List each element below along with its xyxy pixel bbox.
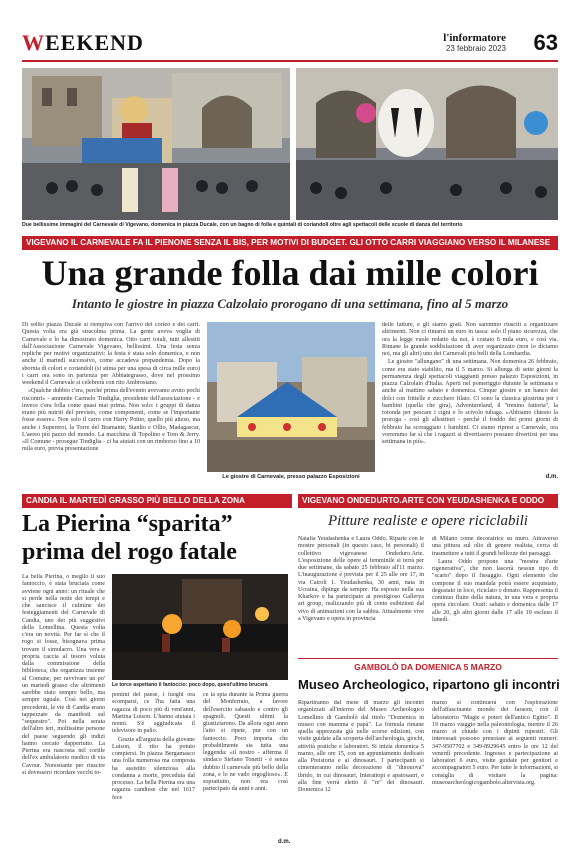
- carnival-photo-right: [296, 68, 558, 220]
- article2-kicker: CANDIA IL MARTEDÌ GRASSO PIÙ BELLO DELLA ZONA: [22, 494, 292, 508]
- article4-top-rule: [298, 658, 558, 659]
- article1-kicker: VIGEVANO IL CARNEVALE FA IL PIENONE SENZA IL BIS, PER MOTIVI DI BUDGET. GLI OTTO CARRI VIAGGIANO VERSO IL MILANESE: [22, 236, 558, 250]
- article3-col1-p1: Natalia Yeudashenka e Laura Oddo. Riparte con le mostre personali (in questo caso, bi personali) il collettivo vigevanese Ondeduro.Arte. L'esposizione delle opere al femminile si terrà per due settimane, da sabato 25 febbraio all'11 marzo. L'inaugurazione è prevista per il 25 alle ore 17, in via Cairoli 1. Yeudashenka, 30 anni, nata in Ucraina, dipinge da sempre. Ha esposto nella sua Kharkov e ha partecipato ai prestigioso Gallerya art group, realizzando più di cento esibizioni dal vivo di animazioni con la sabbia. Attualmente vive a Vigevano e opera in provincia: [298, 536, 424, 622]
- section-title-rest: EEKEND: [45, 30, 144, 55]
- article4-headline: Museo Archeologico, ripartono gli incontri: [298, 677, 560, 692]
- article3-col2-p1: di Milano come decoratrice su muro. Attraverso una pittura sul olio di genere realista, cerca di trasmettere a tutti il grandi bellezze dei paesaggi.: [432, 536, 558, 557]
- article1-col3-p2: Le giostre "allungano" di una settimana. Non domenica 26 febbraio, come era stato stabilito, ma il 5 marzo. Si allunga di sette giorni la permanenza degli spettacoli viaggianti presso palazzo Esposizioni, in piazza Calzolaio d'Italia. Aperti nel pomeriggio durante la settimana e anche al mattino sabato e domenica. Cinque giostre e un banco dei dolci con frittelle e zucchero filato. Ci sono la classica giostrina per i bambini (quella che gira), Adventureland, il "trenino fattoria", la rotonda per pescare i cigni e lo scivolo tubaga. «Abbiamo chiesto la proroga - così gli allestitori - perché il freddo dei primi giorni di febbraio ha scoraggiato i bambini. Ci siamo ripresi a Carnevale, ora vorremmo far sì che i ragazzi si divertissero possano divertirsi per una settimana in più».: [382, 359, 558, 445]
- article2-signature: d.m.: [278, 839, 291, 845]
- issue-date: 23 febbraio 2023: [445, 44, 506, 53]
- masthead: [22, 30, 558, 58]
- carousel-photo-caption: Le giostre di Carnevale, presso palazzo Esposizioni: [222, 474, 360, 480]
- article2-col2-p2: Grazie all'arguzia della giovane Luison, il rito ha potuto compiersi. In piazza Bergamasco una folla numerosa ma composta ha assistito silenziosa alla condanna a morte, preceduta dal processo. La bella Pierina era una ragazza candiese che nel 1617 fece: [112, 736, 195, 801]
- article3-headline: Pitture realiste e opere riciclabili: [328, 513, 528, 529]
- article2-col2-p1: ponimi del paese, i luoghi ora scomparsi, ce l'ha fatta una ragazza di poco più di vent'anni, Martina Luison. L'hanno aiutata i nonni. S'è aggiudicata il televisore in palio.: [112, 692, 195, 735]
- article1-col3-p1: delle fatture, e gli siamo grati. Non saremmo riusciti a organizzare altrimenti. Non ci rimarrà un euro in tasca: solo il piano sicurezza, che ora la legge vuole redatto da noi, è costato 6 mila euro, e così via. Rimane la grande soddisfazione di aver organizzato (non lo diciamo noi, ma gli altri) uno dei Carnevali più belli della Lombardia.: [382, 322, 558, 357]
- article4-col1-p1: Ripartiranno dal mese di marzo gli incontri organizzati all'interno del Museo Archeologico Lomellino di Gambolò dal titolo "Domenica in museo con mamma e papà". La formula rimane quella apprezzata già nelle scorse edizioni, con visite guidate alla scoperta dell'archeologia, giochi, attività pratiche e laboratori. Si inizia domenica 5 marzo, alle ore 15, con un appuntamento dedicato alla Preistoria e ai dinosauri. I partecipanti si cimenteranno nella decorazione di "dinouova" ibrido, in cui dinosauri, Interattopi e apatosauri, e alla fine verrà eletto il "re" dei dinosauri. Domenica 12: [298, 700, 424, 793]
- article1-signature: d.m.: [545, 474, 558, 480]
- article4-column-2: [432, 700, 558, 846]
- top-photos-caption: Due bellissime immagini del Carnevale di Vigevano, domenica in piazza Ducale, con un bagno di folla e quintali di coriandoli oltre agli spettacoli delle scuole di danza del territorio: [22, 222, 463, 228]
- page-number: 63: [533, 30, 558, 55]
- article4-kicker: GAMBOLÒ DA DOMENICA 5 MARZO: [354, 662, 502, 672]
- article1-column-1: [22, 322, 200, 484]
- newspaper-name: l'informatore: [443, 32, 506, 44]
- article1-column-3: [382, 322, 558, 482]
- article2-headline-line2: prima del rogo fatale: [22, 539, 237, 565]
- article2-col3-p1: ce la spia durante la Prima guerra del Monferrato, a favore dell'esercito sabaudo e contro gli spagnoli. Questi ultimi la giustiziarono. Da allora ogni anno l'atto si ripete, pur con un fantoccio. Poco importa che probabilmente sia tutta una leggenda: «il nostro - afferma il sindaco Stefano Tonetti - è senza dubbio il carnevale più bello della zona, e lo ne vado orgoglioso». E soprattutto, non era così partecipato da anni e anni.: [203, 692, 288, 793]
- article4-column-1: [298, 700, 424, 846]
- article3-col2-p2: Laura Oddo propone una "mostra d'arte rigenerativa", che non lascerà nessun tipo di "scarto" dopo il fissaggio. Ogni elemento che compone il suo mandala potrà essere acquistato, degustato in loco, riciclato o donato. Rappresenta il continuo fluire della natura, in una vera e propria opera circolare. Orari: sabato e domenica dalle 17 alle 20, gli altri giorni dalle 17 alle 19 escluso il lunedì.: [432, 558, 558, 623]
- article3-column-1: [298, 536, 424, 652]
- article1-subhead: Intanto le giostre in piazza Calzolaio prorogano di una settimana, fino al 5 marzo: [71, 296, 509, 311]
- article2-column-2: [112, 692, 195, 846]
- article3-column-2: [432, 536, 558, 652]
- article2-column-1: [22, 574, 105, 846]
- article2-column-3: [203, 692, 288, 838]
- torch-photo-caption: Le torce aspettano il fantoccio: poco dopo, quest'ultimo brucerà: [112, 682, 268, 688]
- article2-col1-p1: La bella Pierina, o meglio il suo fantoccio, è stata bruciata come avviene ogni anno: un rituale che si perde nella notte dei tempi e che sancisce il culmine dei festeggiamenti del Carnevale di Candia, uno dei più suggestivi della Lomellina. Questa volta c'era un novità. Per far sì che il rogo si fosse, bisognava prima trovare il simulacro. Una vera e propria caccia al tesoro voluta dalla commissione della biblioteca, che organizza insieme al Comune, per ravvivare un po' un martedì grasso che altrimenti sarebbe stato sempre bello, ma sempre uguale. Così nei giorni precedenti, le vie di Candia erano tappezzate da manifesti sul "sequestro". Poi nella serata dell'altro ieri, moltissime persone del paese seguendo gli indizi hanno cercato dappertutto. La Pierina era nascosta nel cortile dell'ex ambulatorio medico di via Cavour. Nonostante per riuscire si dovessero ricordare vecchi to-: [22, 574, 105, 776]
- article1-col1-p2: «Qualche dubbio c'era, perché prima dell'evento avevamo avuto pochi riscontri» - ammette Carmelo Tindiglia, presidente dell'associazione - e invece c'era folla come quasi mai prima. Non solo: i gruppi di danza erano più nutriti del previsto, come componenti, come se l'importante fosse essere». Non solo il carro con Harry Potter, quello più atteso, ma anche i Supereroi, la Torre del Bramante, Stanlio e Ollio, Madagascar, L'aereo più pazzo del mondo. La macchina di Topolino e Tom & Jerry. «Il Comune - prosegue Tindiglia - ci ha aiutati con un rimborso fino a 10 mila euro, previa presentazione: [22, 388, 200, 453]
- article4-col2-p1: marzo si continuerà con l'esplorazione dell'affascinante mondo dei faraoni, con il laboratorio "Magie e poteri dell'antico Egitto". Il 19 marzo viaggio nella paleontologia, mentre il 26 marzo si chiude con i dipinti rupestri. Gli interessati possono prenotare ai seguenti numeri: 347-9507702 e 349-8929645 entro le ore 12 del venerdì precedente. Ingresso e partecipazione ai laboratori 6 euro, visite guidate per genitori e accompagnatori 5 euro. Per tutte le informazioni, si consiglia di visitare la pagina: museoarcheologicogambolo.altervista.org.: [432, 700, 558, 786]
- carnival-photo-left: [22, 68, 290, 220]
- article3-kicker: VIGEVANO ONDEDURTO.ARTE CON YEUDASHENKA E ODDO: [298, 494, 558, 508]
- section-title-first-letter: W: [22, 30, 45, 55]
- section-title: [22, 30, 144, 56]
- carousel-photo: [207, 322, 375, 472]
- article1-headline: Una grande folla dai mille colori: [41, 253, 539, 293]
- masthead-rule: [22, 60, 558, 62]
- torch-photo: [112, 574, 288, 680]
- article1-col1-p1: Di solito piazza Ducale si riempiva con l'arrivo del corteo e dei carri. Questa volta era già stracolma prima. La gente aveva voglia di Carnevale e lo ha dimostrato domenica. Otto carri totali, tutti allestiti dall'Associazione Carnevale Vigevano, bellissimi. Una festa senza repliche per motivi organizzativi: la festa è stata solo domenica, e non anche il martedì successivo, come accadeva prepandemia. Dopo la sbornia di colori e coriandoli (si stima per una spesa di circa mille euro) i carri ora sono in partenza per Abbiategrasso, dove nel prossimo weekend il Carnevale si celebrerà con rito Ambrosiano.: [22, 322, 200, 386]
- article2-headline-line1: La Pierina “sparita”: [22, 511, 233, 537]
